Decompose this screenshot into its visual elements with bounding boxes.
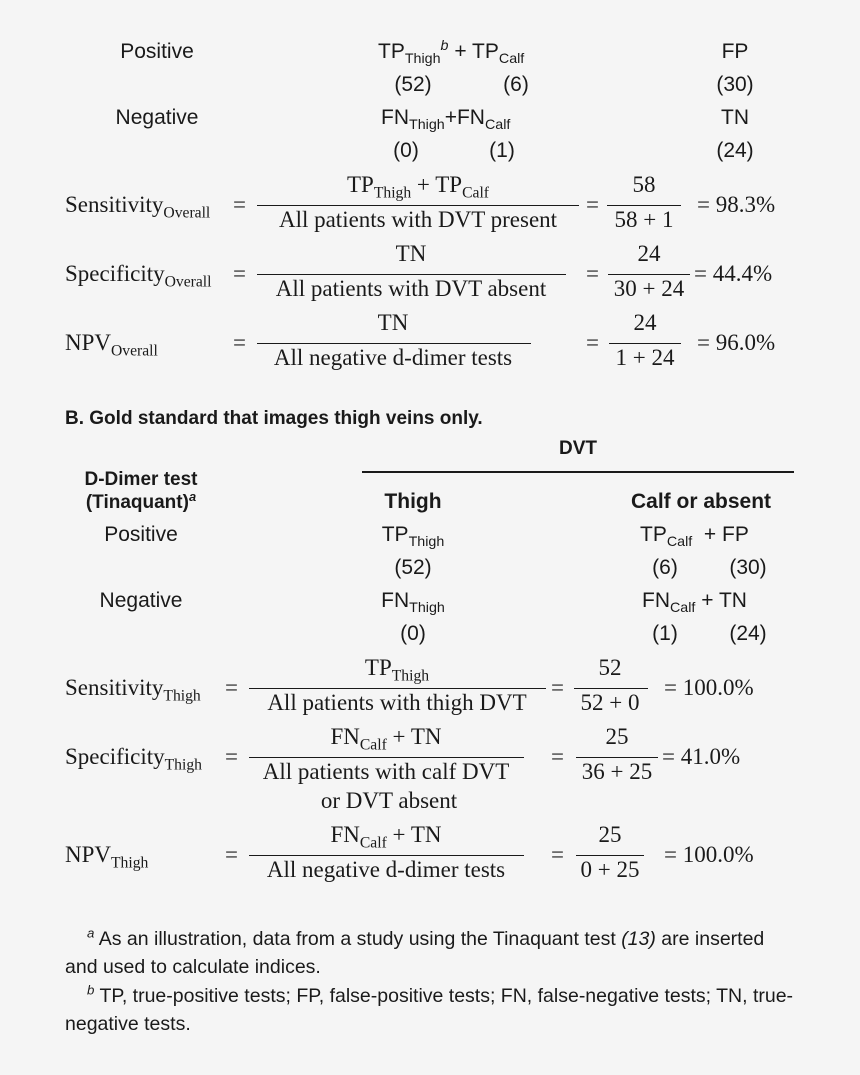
section-b-heading: B. Gold standard that images thigh veins only. xyxy=(65,408,483,429)
npv-thigh-label: $NPV_{Thigh}$ xyxy=(65,842,149,872)
specificity-thigh-label: Specificity$_{Thigh}$ xyxy=(65,744,202,774)
sensitivity-thigh-denominator: All patients with thigh DVT xyxy=(267,690,527,715)
cell-tp-thigh-b: $TP_{Thigh}$ xyxy=(381,523,445,550)
specificity-thigh-numerator: $FN_{Calf}$ + TN xyxy=(330,724,442,754)
specificity-overall-fraction-den: 30 + 24 xyxy=(613,276,685,301)
count-tp-thigh-a: (52) xyxy=(394,73,432,96)
sensitivity-thigh-label: Sensitivity$_{Thigh}$ xyxy=(65,675,201,705)
specificity-thigh-denominator: All patients with calf DVT xyxy=(262,759,510,784)
specificity-overall-numerator: TN xyxy=(395,241,427,266)
column-header-calf-or-absent: Calf or absent xyxy=(630,490,772,513)
count-fn-calf-a: (1) xyxy=(489,139,515,162)
npv-thigh-denominator: All negative d-dimer tests xyxy=(266,857,506,882)
row-label-negative-a: Negative xyxy=(115,106,199,129)
specificity-overall-result: = 44.4% xyxy=(694,261,773,286)
cell-tn-a: TN xyxy=(721,106,749,129)
sensitivity-overall-fraction-num: 58 xyxy=(632,172,656,197)
count-fp-a: (30) xyxy=(716,73,754,96)
count-fp-b: (30) xyxy=(729,556,767,579)
count-tp-calf-b: (6) xyxy=(652,556,678,579)
sensitivity-thigh-fraction-den: 52 + 0 xyxy=(580,690,640,715)
npv-overall-result: = 96.0% xyxy=(697,330,776,355)
npv-thigh-fraction-den: 0 + 25 xyxy=(580,857,640,882)
column-header-thigh: Thigh xyxy=(384,490,442,513)
footnote-b: $^b$ TP, true-positive tests; FP, false-positive tests; FN, false-negative tests; TN, true-negative tests. xyxy=(65,982,794,1035)
specificity-thigh-result: = 41.0% xyxy=(662,744,741,769)
test-header-line2: (Tinaquant)$^a$ xyxy=(85,488,197,513)
npv-overall-numerator: TN xyxy=(377,310,409,335)
sensitivity-overall-denominator: All patients with DVT present xyxy=(278,207,558,232)
npv-overall-denominator: All negative d-dimer tests xyxy=(273,345,513,370)
npv-thigh-fraction-num: 25 xyxy=(598,822,622,847)
sensitivity-overall-label: Sensitivity$_{Overall}$ xyxy=(65,192,211,222)
specificity-overall-fraction-num: 24 xyxy=(637,241,661,266)
dvt-header: DVT xyxy=(559,438,597,459)
specificity-overall-denominator: All patients with DVT absent xyxy=(275,276,547,301)
sensitivity-overall-numerator: $TP_{Thigh} + TP_{Calf}$ xyxy=(347,172,489,202)
count-tn-b: (24) xyxy=(729,622,767,645)
specificity-overall-label: Specificity$_{Overall}$ xyxy=(65,261,212,291)
cell-fp-a: FP xyxy=(721,40,749,63)
count-fn-calf-b: (1) xyxy=(652,622,678,645)
sensitivity-thigh-numerator: $TP_{Thigh}$ xyxy=(364,655,430,685)
npv-overall-label: $NPV_{Overall}$ xyxy=(65,330,158,360)
row-label-positive-b: Positive xyxy=(104,523,178,546)
cell-tp-thigh-a: $TP_{Thigh}^b + TP_{Calf}$ xyxy=(378,38,525,67)
cell-tp-calf-fp-b: $TP_{Calf}$ + FP xyxy=(640,523,749,550)
specificity-thigh-fraction-den: 36 + 25 xyxy=(581,759,653,784)
npv-thigh-numerator: $FN_{Calf}$ + TN xyxy=(330,822,442,852)
count-fn-thigh-a: (0) xyxy=(393,139,419,162)
count-tp-thigh-b: (52) xyxy=(394,556,432,579)
sensitivity-thigh-fraction-num: 52 xyxy=(598,655,622,680)
npv-thigh-result: = 100.0% xyxy=(664,842,754,867)
count-fn-thigh-b: (0) xyxy=(400,622,426,645)
specificity-thigh-fraction-num: 25 xyxy=(605,724,629,749)
cell-fn-a: $FN_{Thigh}+FN_{Calf}$ xyxy=(381,106,511,133)
count-tn-a: (24) xyxy=(716,139,754,162)
row-label-negative-b: Negative xyxy=(99,589,183,612)
npv-overall-fraction-den: 1 + 24 xyxy=(615,345,675,370)
footnote-a: $^a$ As an illustration, data from a study using the Tinaquant test (13) are inserted and used to calculate indices. xyxy=(65,925,765,978)
sensitivity-overall-result: = 98.3% xyxy=(697,192,776,217)
cell-fn-thigh-b: $FN_{Thigh}$ xyxy=(381,589,445,616)
npv-overall-fraction-num: 24 xyxy=(633,310,657,335)
sensitivity-overall-fraction-den: 58 + 1 xyxy=(614,207,674,232)
sensitivity-thigh-result: = 100.0% xyxy=(664,675,754,700)
specificity-thigh-denominator-line2: or DVT absent xyxy=(320,788,458,813)
cell-fn-calf-tn-b: $FN_{Calf}$ + TN xyxy=(642,589,747,616)
count-tp-calf-a: (6) xyxy=(503,73,529,96)
row-label-positive-a: Positive xyxy=(120,40,194,63)
test-header: D-Dimer test xyxy=(84,469,198,490)
